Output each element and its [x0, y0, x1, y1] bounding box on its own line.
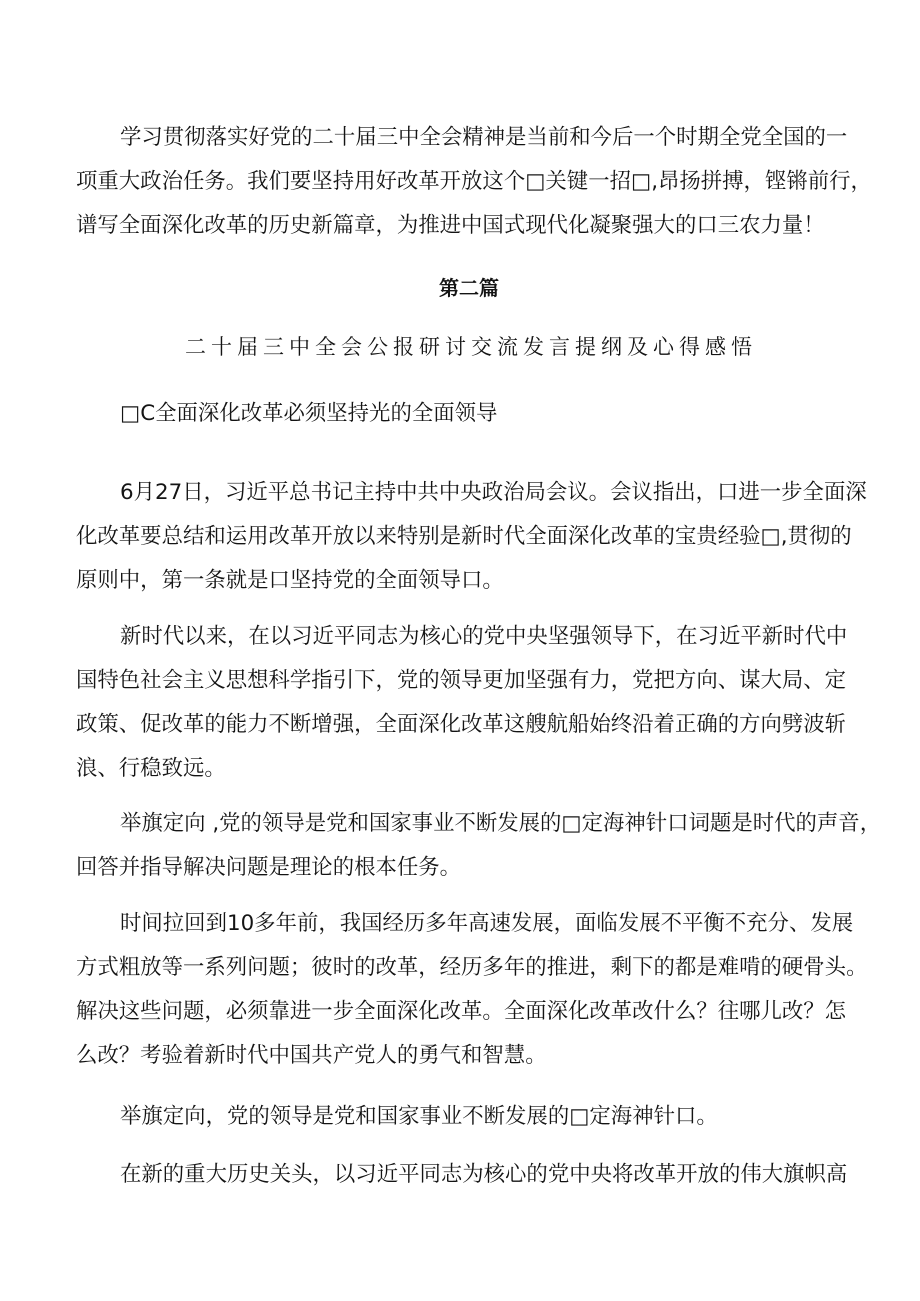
- subheading: □C全面深化改革必须坚持光的全面领导: [120, 401, 498, 426]
- text-line: 国特色社会主义思想科学指引下，党的领导更加坚强有力，党把方向、谋大局、定: [76, 668, 847, 693]
- text-line: 浪、行稳致远。: [76, 756, 226, 781]
- text-line: 政策、促改革的能力不断增强，全面深化改革这艘航船始终沿着正确的方向劈波斩: [76, 712, 847, 737]
- text-line: 化改革要总结和运用改革开放以来特别是新时代全面深化改革的宝贵经验□,贯彻的: [76, 524, 852, 549]
- text-line: 么改？考验着新时代中国共产党人的勇气和智慧。: [76, 1043, 547, 1068]
- text-line: 举旗定向，党的领导是党和国家事业不断发展的□定海神针口。: [120, 1104, 718, 1129]
- paragraph: [76, 615, 876, 791]
- text-line: 6月27日，习近平总书记主持中共中央政治局会议。会议指出，口进一步全面深: [120, 480, 867, 505]
- section-label: 第二篇: [439, 276, 499, 300]
- text-line: 新时代以来，在以习近平同志为核心的党中央坚强领导下，在习近平新时代中: [120, 624, 848, 649]
- paragraph: [76, 471, 876, 603]
- paragraph: [76, 1153, 876, 1197]
- document-page: [76, 116, 882, 1197]
- text-line: 项重大政治任务。我们要坚持用好改革开放这个□关键一招□,昂扬拼搏，铿锵前行，: [76, 169, 872, 194]
- paragraph: [76, 902, 876, 1078]
- text-line: 解决这些问题，必须靠进一步全面深化改革。全面深化改革改什么？往哪儿改？怎: [76, 999, 847, 1024]
- text-line: 学习贯彻落实好党的二十届三中全会精神是当前和今后一个时期全党全国的一: [120, 125, 848, 150]
- text-line: 谱写全面深化改革的历史新篇章，为推进中国式现代化凝聚强大的口三农力量！: [76, 213, 825, 238]
- section-title: 二十届三中全会公报研讨交流发言提纲及心得感悟: [185, 335, 757, 359]
- intro-paragraph: [76, 116, 876, 248]
- text-line: 方式粗放等一系列问题；彼时的改革，经历多年的推进，剩下的都是难啃的硬骨头。: [76, 955, 868, 980]
- text-line: 原则中，第一条就是口坚持党的全面领导口。: [76, 568, 504, 593]
- paragraph: [76, 802, 882, 890]
- text-line: 时间拉回到10多年前，我国经历多年高速发展，面临发展不平衡不充分、发展: [120, 911, 854, 936]
- text-line: 在新的重大历史关头，以习近平同志为核心的党中央将改革开放的伟大旗帜高: [120, 1162, 848, 1187]
- text-line: 回答并指导解决问题是理论的根本任务。: [76, 855, 462, 880]
- text-line: 举旗定向 ,党的领导是党和国家事业不断发展的□定海神针口词题是时代的声音，: [120, 811, 882, 836]
- paragraph: [76, 1095, 876, 1139]
